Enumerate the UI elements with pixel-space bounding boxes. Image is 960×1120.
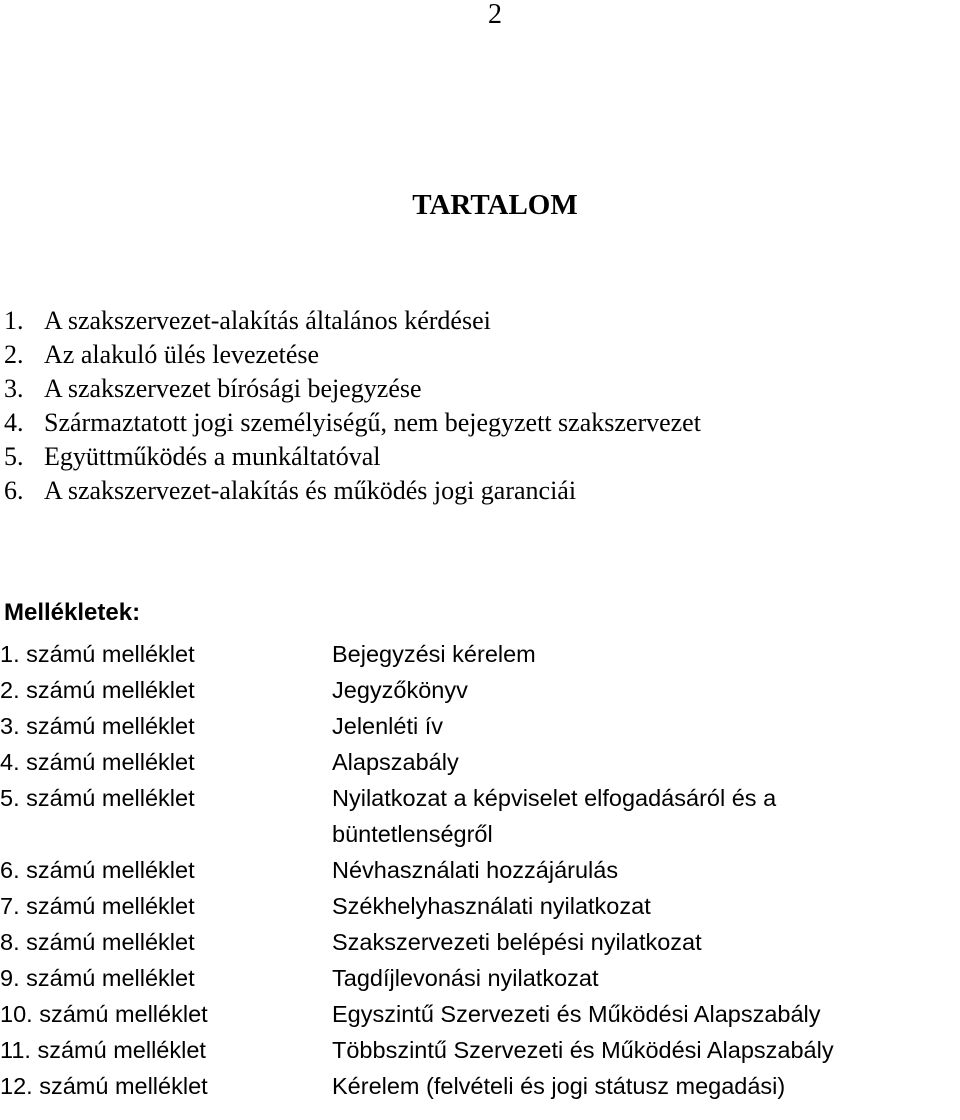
annex-item: [0, 888, 952, 924]
annex-ref: 8. számú melléklet: [0, 929, 195, 955]
annex-ref: 2. számú melléklet: [0, 677, 195, 703]
annex-name: Szakszervezeti belépési nyilatkozat: [332, 929, 702, 955]
annex-name: Névhasználati hozzájárulás: [332, 857, 619, 883]
toc-item-number: 4.: [4, 408, 24, 437]
annex-ref: 4. számú melléklet: [0, 749, 195, 775]
annex-name: Többszintű Szervezeti és Működési Alapszabály: [332, 1037, 834, 1063]
annex-ref: 11. számú melléklet: [0, 1037, 206, 1063]
toc-item: [4, 372, 701, 406]
annex-list: [0, 636, 952, 1104]
toc-item: [4, 406, 701, 440]
toc-item-number: 5.: [4, 442, 24, 471]
annex-ref: 9. számú melléklet: [0, 965, 195, 991]
toc-item-text: A szakszervezet-alakítás és működés jogi garanciái: [44, 476, 577, 505]
toc-item-number: 3.: [4, 374, 24, 403]
toc-item-text: Együttműködés a munkáltatóval: [44, 442, 381, 471]
annex-ref: 1. számú melléklet: [0, 641, 195, 667]
annex-item: [0, 924, 952, 960]
toc-item-text: Az alakuló ülés levezetése: [44, 340, 320, 369]
toc-item: [4, 474, 701, 508]
toc-item-text: A szakszervezet-alakítás általános kérdései: [44, 306, 491, 335]
page-title: TARTALOM: [412, 189, 578, 221]
toc-item-text: Származtatott jogi személyiségű, nem bejegyzett szakszervezet: [44, 408, 701, 437]
annex-item: [0, 960, 952, 996]
toc-item: [4, 440, 701, 474]
toc-item: [4, 304, 701, 338]
annex-item: [0, 996, 952, 1032]
page-number: 2: [488, 0, 502, 30]
annex-name: Jelenléti ív: [332, 713, 444, 739]
annex-name: Bejegyzési kérelem: [332, 641, 536, 667]
annex-name: Kérelem (felvételi és jogi státusz megadási): [332, 1073, 786, 1099]
toc-item-number: 1.: [4, 306, 24, 335]
toc-item: [4, 338, 701, 372]
annex-item: [0, 852, 952, 888]
toc-item-number: 6.: [4, 476, 24, 505]
annex-name: Székhelyhasználati nyilatkozat: [332, 893, 651, 919]
annex-item: [0, 708, 952, 744]
annexes-heading: Mellékletek:: [4, 599, 141, 626]
annex-item: [0, 672, 952, 708]
annex-ref: 12. számú melléklet: [0, 1073, 208, 1099]
annex-item: [0, 636, 952, 672]
toc-item-text: A szakszervezet bírósági bejegyzése: [44, 374, 422, 403]
annex-name: Egyszintű Szervezeti és Működési Alapszabály: [332, 1001, 821, 1027]
annex-name: Alapszabály: [332, 749, 459, 775]
annex-item: [0, 1068, 952, 1104]
annex-ref: 5. számú melléklet: [0, 785, 195, 811]
annex-item: [0, 780, 952, 852]
annex-ref: 10. számú melléklet: [0, 1001, 208, 1027]
annex-name: Nyilatkozat a képviselet elfogadásáról és a büntetlenségről: [332, 785, 777, 847]
annex-name: Tagdíjlevonási nyilatkozat: [332, 965, 599, 991]
annex-item: [0, 744, 952, 780]
table-of-contents: [4, 304, 701, 508]
annex-item: [0, 1032, 952, 1068]
annex-ref: 7. számú melléklet: [0, 893, 195, 919]
annex-name: Jegyzőkönyv: [332, 677, 468, 703]
toc-item-number: 2.: [4, 340, 24, 369]
annex-ref: 3. számú melléklet: [0, 713, 195, 739]
annex-ref: 6. számú melléklet: [0, 857, 195, 883]
